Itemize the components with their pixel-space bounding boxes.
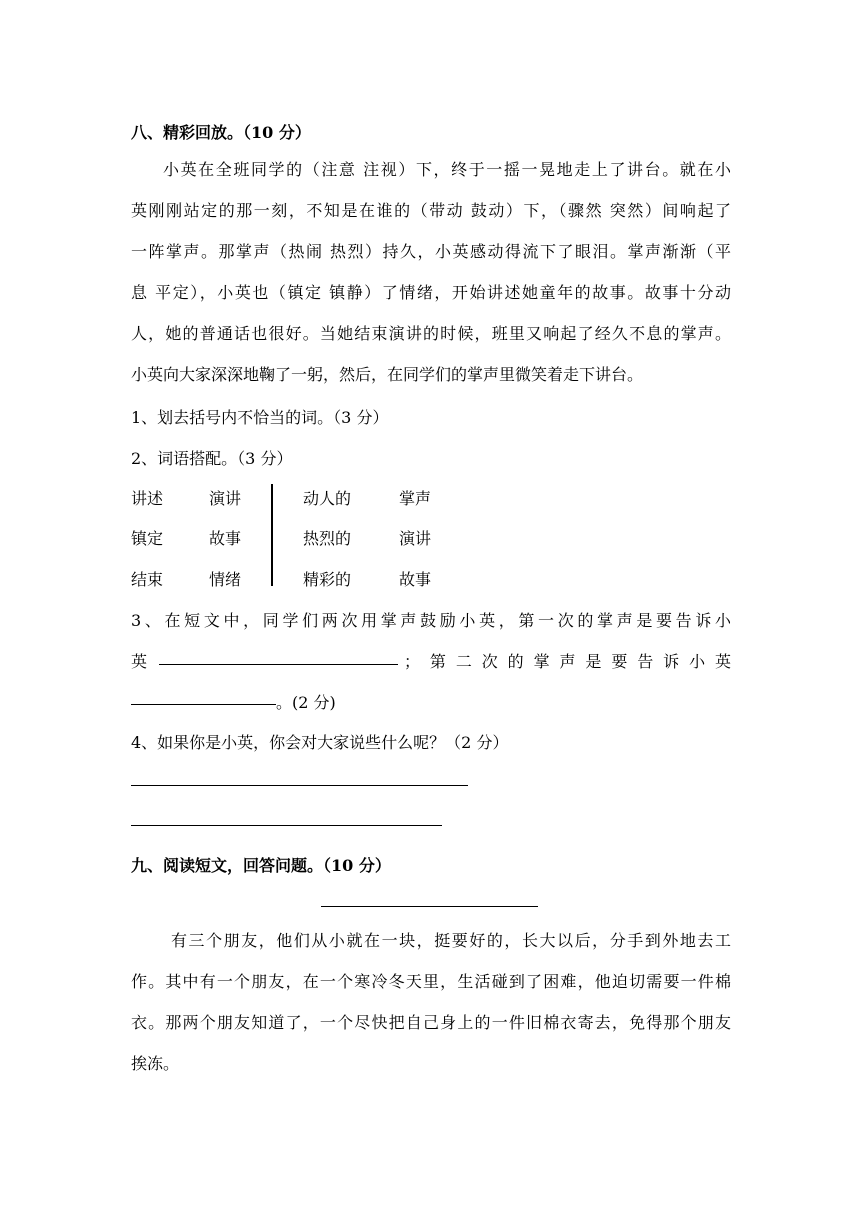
title-blank[interactable]: [321, 906, 538, 907]
passage-line: 息 平定），小英也（镇定 镇静）了情绪，开始讲述她童年的故事。故事十分动: [131, 283, 731, 302]
match-left-word: 故事: [209, 529, 242, 548]
match-right-word: 掌声: [399, 489, 432, 508]
passage-line: 挨冻。: [131, 1054, 180, 1073]
section-9-heading: 九、阅读短文，回答问题。（10 分）: [131, 856, 391, 875]
question-3-score: 。(2 分): [276, 693, 336, 712]
match-right-word: 精彩的: [303, 570, 352, 589]
matching-divider: [271, 484, 273, 586]
passage-line: 作。其中有一个朋友，在一个寒冷冬天里，生活碰到了困难，他迫切需要一件棉: [131, 972, 731, 991]
answer-line[interactable]: [131, 825, 442, 826]
passage-line: 小英向大家深深地鞠了一躬，然后，在同学们的掌声里微笑着走下讲台。: [131, 365, 644, 384]
question-4: 4、如果你是小英，你会对大家说些什么呢？（2 分）: [131, 733, 509, 752]
question-3-prefix: 英: [131, 652, 148, 671]
answer-blank[interactable]: [159, 664, 398, 665]
question-3: 3、在短文中，同学们两次用掌声鼓励小英，第一次的掌声是要告诉小: [131, 611, 731, 630]
match-right-word: 动人的: [303, 489, 352, 508]
match-left-word: 镇定: [131, 529, 164, 548]
passage-line: 衣。那两个朋友知道了，一个尽快把自己身上的一件旧棉衣寄去，免得那个朋友: [131, 1013, 731, 1032]
match-left-word: 讲述: [131, 489, 164, 508]
section-8-heading: 八、精彩回放。（10 分）: [131, 123, 311, 142]
passage-line: 有三个朋友，他们从小就在一块，挺要好的，长大以后，分手到外地去工: [171, 931, 731, 950]
answer-line[interactable]: [131, 785, 468, 786]
match-left-word: 情绪: [209, 570, 242, 589]
passage-line: 英刚刚站定的那一刻，不知是在谁的（带动 鼓动）下，（骤然 突然）间响起了: [131, 201, 731, 220]
passage-line: 人，她的普通话也很好。当她结束演讲的时候，班里又响起了经久不息的掌声。: [131, 324, 731, 343]
question-1: 1、划去括号内不恰当的词。（3 分）: [131, 408, 389, 427]
question-3-second: ；第二次的掌声是要告诉小英: [404, 652, 731, 671]
match-left-word: 结束: [131, 570, 164, 589]
answer-blank[interactable]: [131, 704, 276, 705]
match-left-word: 演讲: [209, 489, 242, 508]
match-right-word: 演讲: [399, 529, 432, 548]
passage-line: 小英在全班同学的（注意 注视）下，终于一摇一晃地走上了讲台。就在小: [163, 160, 731, 179]
passage-line: 一阵掌声。那掌声（热闹 热烈）持久，小英感动得流下了眼泪。掌声渐渐（平: [131, 242, 731, 261]
question-2: 2、词语搭配。（3 分）: [131, 449, 293, 468]
match-right-word: 故事: [399, 570, 432, 589]
match-right-word: 热烈的: [303, 529, 352, 548]
